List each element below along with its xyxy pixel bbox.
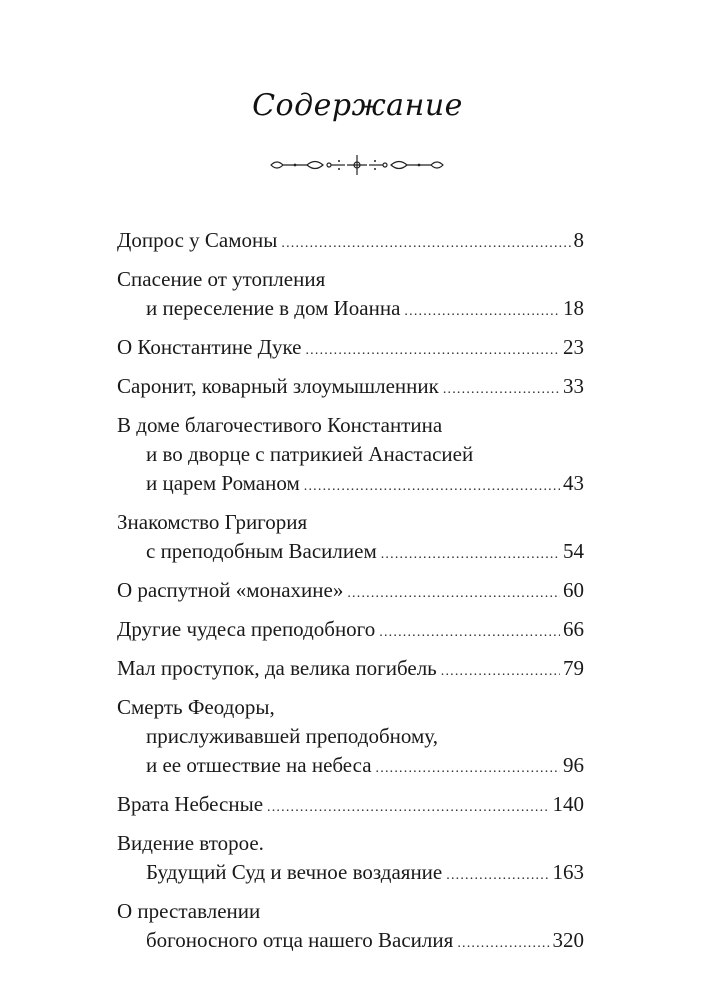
decorative-divider-icon xyxy=(267,153,447,177)
toc-entry[interactable] xyxy=(117,226,584,258)
toc-page-number: 54 xyxy=(563,539,584,563)
toc-entry-title: Допрос у Самоны xyxy=(117,228,278,252)
toc-entry[interactable] xyxy=(117,411,584,501)
toc-entry[interactable] xyxy=(117,829,584,890)
toc-entry[interactable] xyxy=(117,790,584,822)
dot-leader xyxy=(304,472,560,501)
toc-page-number: 66 xyxy=(563,617,584,641)
toc-page-number: 8 xyxy=(573,228,584,252)
dot-leader xyxy=(443,375,560,404)
toc-entry-title: Врата Небесные xyxy=(117,792,264,816)
dot-leader xyxy=(267,793,549,822)
toc-entry-title: и во дворце с патрикией Анастасией xyxy=(146,442,474,466)
toc-entry-title: О преставлении xyxy=(117,899,261,923)
toc-page-number: 140 xyxy=(552,792,584,816)
table-of-contents xyxy=(117,226,584,965)
toc-page-number: 96 xyxy=(563,753,584,777)
toc-entry-title: Саронит, коварный злоумышленник xyxy=(117,374,439,398)
toc-entry-line xyxy=(117,537,584,569)
dot-leader xyxy=(457,929,549,958)
toc-entry-line xyxy=(117,265,584,294)
toc-entry-line xyxy=(117,897,584,926)
dot-leader xyxy=(281,229,570,258)
toc-entry-title: и ее отшествие на небеса xyxy=(146,753,372,777)
toc-entry-title: Смерть Феодоры, xyxy=(117,695,275,719)
page-title: Содержание xyxy=(252,88,463,123)
toc-entry-line xyxy=(117,333,584,365)
toc-entry-title: Знакомство Григория xyxy=(117,510,308,534)
toc-entry-line xyxy=(117,226,584,258)
toc-entry[interactable] xyxy=(117,576,584,608)
toc-entry-line xyxy=(117,858,584,890)
toc-page-number: 43 xyxy=(563,471,584,495)
toc-page-number: 23 xyxy=(563,335,584,359)
toc-entry[interactable] xyxy=(117,372,584,404)
toc-entry-line xyxy=(117,829,584,858)
toc-page-number: 79 xyxy=(563,656,584,680)
toc-entry-title: и царем Романом xyxy=(146,471,300,495)
dot-leader xyxy=(305,336,560,365)
toc-page-number: 33 xyxy=(563,374,584,398)
toc-entry-line xyxy=(117,654,584,686)
toc-entry-title: О распутной «монахине» xyxy=(117,578,344,602)
toc-page-number: 320 xyxy=(552,928,584,952)
toc-entry-line xyxy=(117,722,584,751)
dot-leader xyxy=(446,861,549,890)
toc-entry-title: Другие чудеса преподобного xyxy=(117,617,376,641)
toc-entry-line xyxy=(117,294,584,326)
toc-page-number: 60 xyxy=(563,578,584,602)
toc-entry-line xyxy=(117,693,584,722)
toc-entry[interactable] xyxy=(117,615,584,647)
toc-entry-title: Мал проступок, да велика погибель xyxy=(117,656,437,680)
dot-leader xyxy=(376,754,560,783)
dot-leader xyxy=(441,657,560,686)
toc-entry-line xyxy=(117,926,584,958)
toc-entry-line xyxy=(117,615,584,647)
toc-entry-title: Спасение от утопления xyxy=(117,267,326,291)
toc-entry-title: с преподобным Василием xyxy=(146,539,377,563)
toc-entry-line xyxy=(117,508,584,537)
toc-entry-line xyxy=(117,751,584,783)
toc-entry-title: прислуживавшей преподобному, xyxy=(146,724,438,748)
toc-page-number: 18 xyxy=(563,296,584,320)
toc-entry-title: Будущий Суд и вечное воздаяние xyxy=(146,860,443,884)
toc-entry[interactable] xyxy=(117,654,584,686)
toc-entry-line xyxy=(117,440,584,469)
dot-leader xyxy=(379,618,560,647)
toc-entry[interactable] xyxy=(117,693,584,783)
toc-entry[interactable] xyxy=(117,333,584,365)
toc-entry[interactable] xyxy=(117,897,584,958)
toc-entry-title: Видение второе. xyxy=(117,831,264,855)
toc-entry-title: богоносного отца нашего Василия xyxy=(146,928,454,952)
dot-leader xyxy=(381,540,560,569)
toc-entry-line xyxy=(117,372,584,404)
toc-entry[interactable] xyxy=(117,265,584,326)
dot-leader xyxy=(347,579,560,608)
toc-entry-title: В доме благочестивого Константина xyxy=(117,413,443,437)
toc-entry-line xyxy=(117,790,584,822)
toc-entry-line xyxy=(117,576,584,608)
toc-entry-title: и переселение в дом Иоанна xyxy=(146,296,401,320)
toc-entry-line xyxy=(117,411,584,440)
toc-page-number: 163 xyxy=(552,860,584,884)
toc-entry-line xyxy=(117,469,584,501)
toc-entry-title: О Константине Дуке xyxy=(117,335,302,359)
toc-entry[interactable] xyxy=(117,508,584,569)
dot-leader xyxy=(404,297,560,326)
